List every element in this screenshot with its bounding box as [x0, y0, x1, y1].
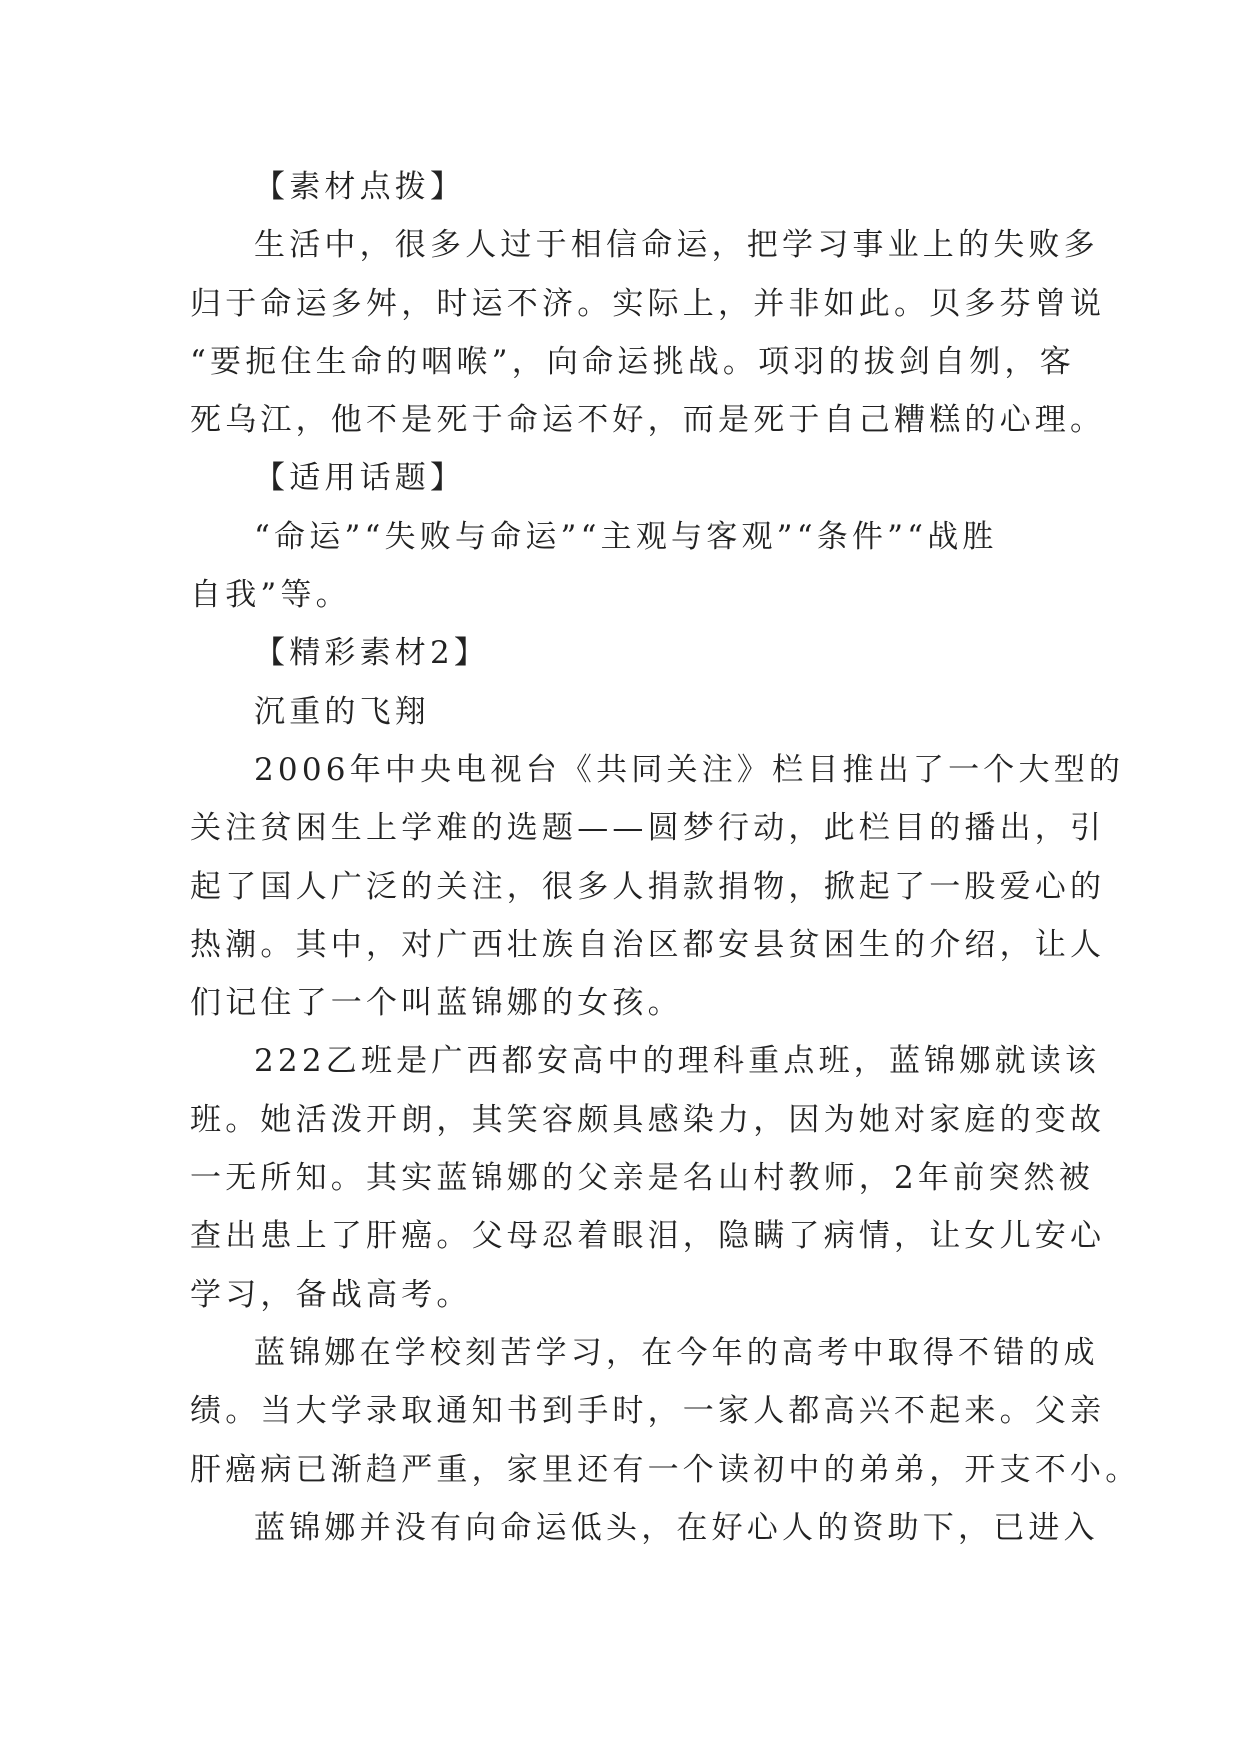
document-body [190, 158, 1141, 1557]
text-line: 蓝锦娜并没有向命运低头，在好心人的资助下，已进入 [254, 1509, 1099, 1546]
section-heading-material-tip: 【素材点拨】 [254, 169, 466, 205]
section-heading-topics: 【适用话题】 [254, 460, 466, 497]
text-line: 起了国人广泛的关注，很多人捐款捐物，掀起了一股爱心的 [190, 868, 1106, 905]
text-line: 死乌江，他不是死于命运不好，而是死于自己糟糕的心理。 [190, 402, 1106, 439]
text-line: 学习，备战高考。 [190, 1276, 472, 1313]
text-line: 自我”等。 [190, 577, 351, 614]
text-line: 归于命运多舛，时运不济。实际上，并非如此。贝多芬曾说 [190, 285, 1106, 322]
text-line: 关注贫困生上学难的选题——圆梦行动，此栏目的播出，引 [190, 810, 1106, 847]
story-title: 沉重的飞翔 [254, 693, 430, 730]
section-heading-material-2: 【精彩素材2】 [254, 635, 490, 672]
text-line: 查出患上了肝癌。父母忍着眼泪，隐瞒了病情，让女儿安心 [190, 1218, 1106, 1255]
text-line: 们记住了一个叫蓝锦娜的女孩。 [190, 985, 683, 1022]
text-line: 一无所知。其实蓝锦娜的父亲是名山村教师，2年前突然被 [190, 1160, 1094, 1197]
text-line: 肝癌病已渐趋严重，家里还有一个读初中的弟弟，开支不小。 [190, 1451, 1141, 1488]
text-line: “命运”“失败与命运”“主观与客观”“条件”“战胜 [254, 518, 998, 555]
text-line: 2006年中央电视台《共同关注》栏目推出了一个大型的 [254, 751, 1125, 788]
text-line: 绩。当大学录取通知书到手时，一家人都高兴不起来。父亲 [190, 1393, 1106, 1430]
text-line: 班。她活泼开朗，其笑容颇具感染力，因为她对家庭的变故 [190, 1101, 1106, 1138]
text-line: 生活中，很多人过于相信命运，把学习事业上的失败多 [254, 227, 1099, 264]
text-line: 热潮。其中，对广西壮族自治区都安县贫困生的介绍，让人 [190, 926, 1106, 963]
text-line: 蓝锦娜在学校刻苦学习，在今年的高考中取得不错的成 [254, 1334, 1099, 1371]
text-line: “要扼住生命的咽喉”，向命运挑战。项羽的拔剑自刎，客 [190, 343, 1075, 380]
text-line: 222乙班是广西都安高中的理科重点班，蓝锦娜就读该 [254, 1043, 1101, 1080]
